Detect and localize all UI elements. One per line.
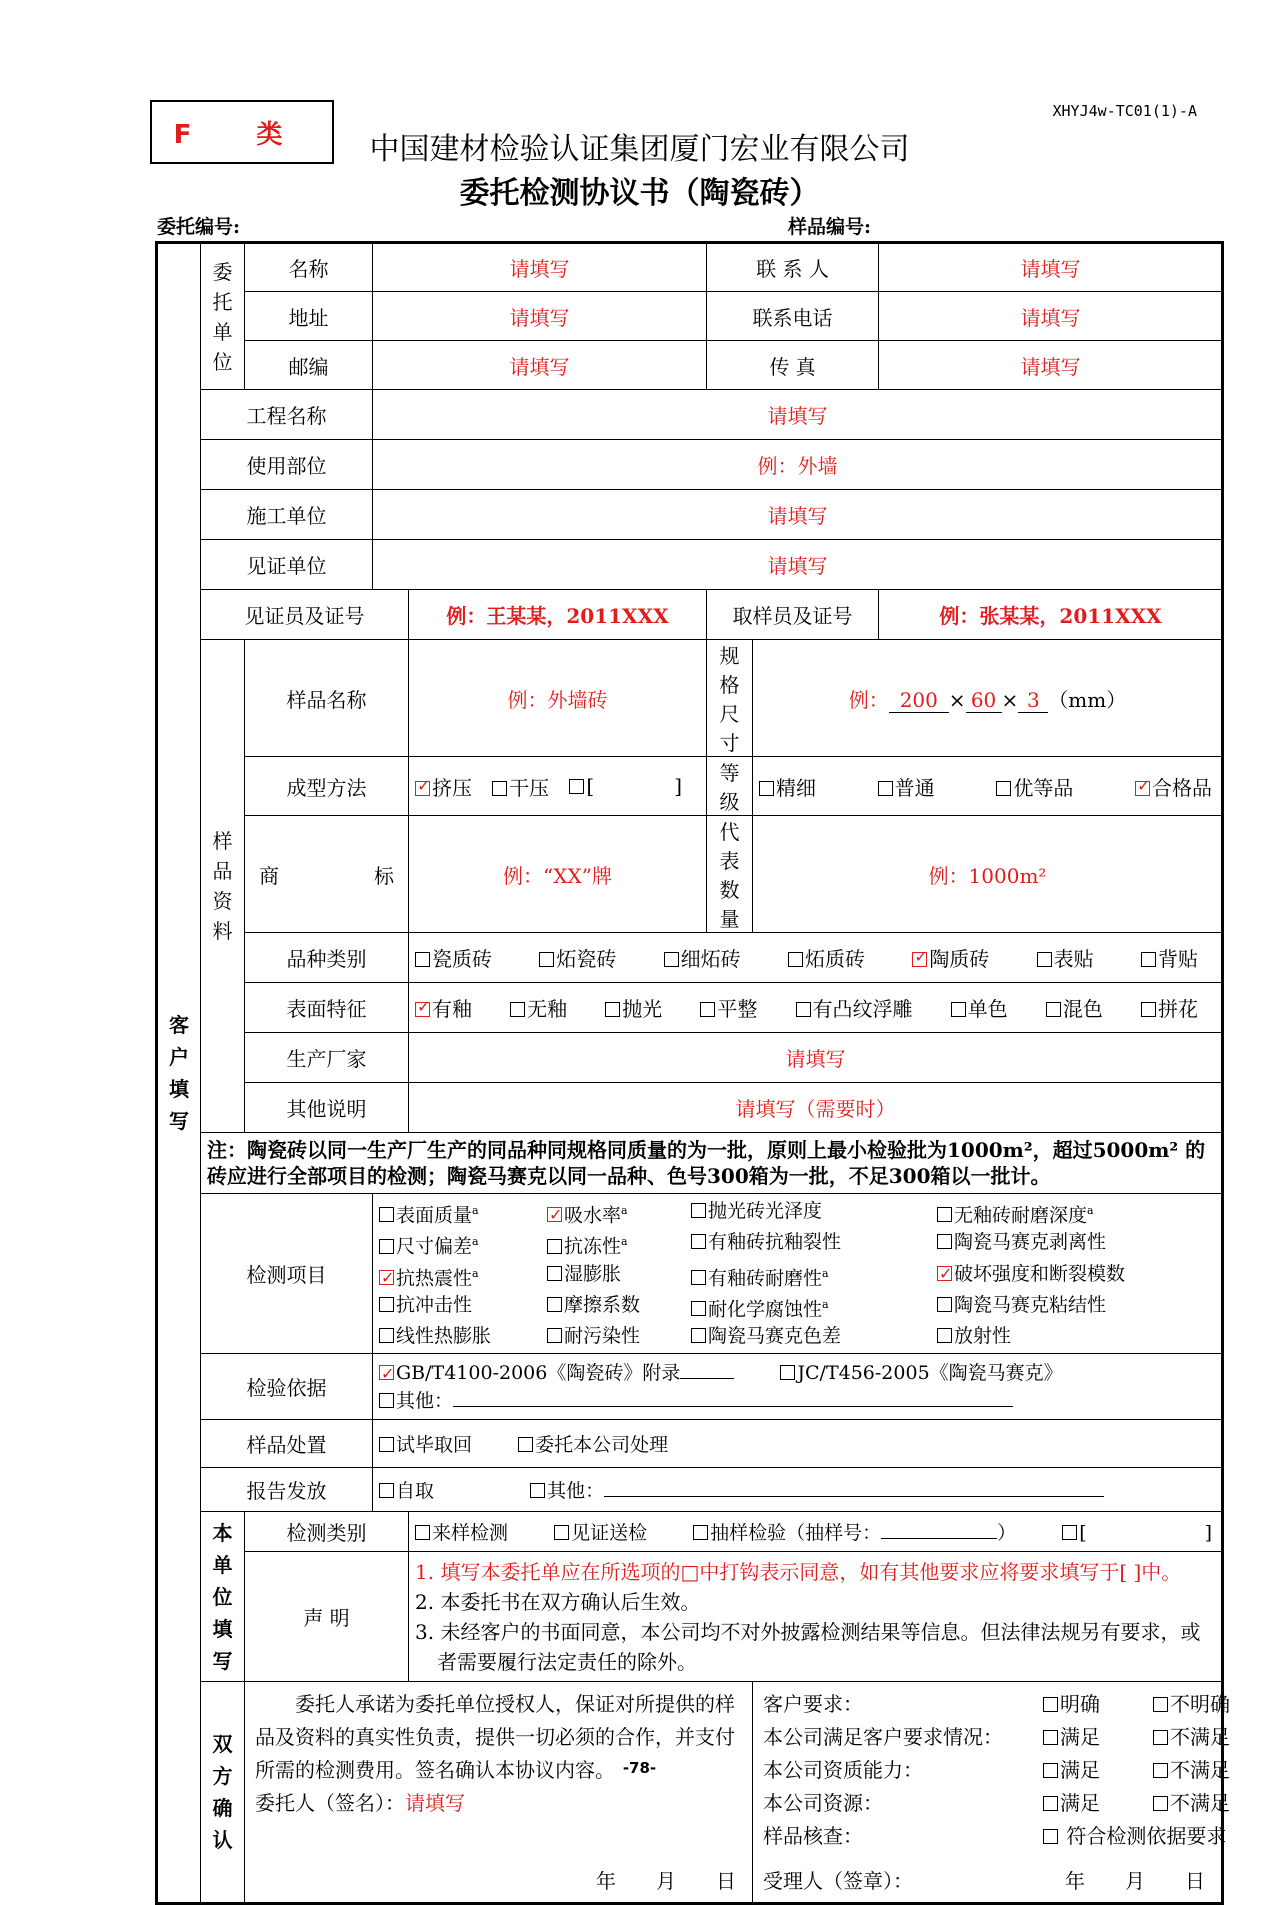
checkbox-icon[interactable] xyxy=(1153,1730,1168,1745)
checkbox-icon[interactable] xyxy=(1135,781,1150,796)
sample-check-row: 样品核查： 符合检测依据要求 xyxy=(763,1820,1211,1853)
surface-options xyxy=(409,983,1223,1033)
checkbox-icon[interactable] xyxy=(518,1437,533,1452)
section-sample-info: 样 品 资 料 xyxy=(201,640,245,1133)
checkbox-icon[interactable] xyxy=(379,1393,394,1408)
project-label: 工程名称 xyxy=(201,390,373,440)
checkbox-icon[interactable] xyxy=(379,1328,394,1343)
builder-label: 施工单位 xyxy=(201,490,373,540)
section-internal: 本 单 位 填 写 xyxy=(201,1512,245,1682)
project-field[interactable]: 请填写 xyxy=(373,390,1223,440)
test-item[interactable]: 陶瓷马赛克粘结性 xyxy=(937,1292,1216,1322)
test-item[interactable]: 湿膨胀 xyxy=(547,1261,691,1291)
variety-option[interactable]: 瓷质砖 xyxy=(415,943,492,972)
test-type-label: 检测类别 xyxy=(245,1512,409,1552)
checkbox-icon[interactable] xyxy=(693,1525,708,1540)
disposal-options xyxy=(373,1420,1223,1468)
zip-label: 邮编 xyxy=(245,341,373,390)
checkbox-icon[interactable] xyxy=(510,1002,525,1017)
size-field[interactable]: 例： 200 × 60 × 3 （mm） xyxy=(753,640,1223,757)
witness-label: 见证员及证号 xyxy=(201,590,409,640)
checkbox-icon[interactable] xyxy=(530,1483,545,1498)
document-code: XHYJ4w-TC01(1)-A xyxy=(1052,102,1197,120)
phone-label: 联系电话 xyxy=(707,292,879,341)
review-row: 本公司资质能力： 满足 不满足 xyxy=(763,1754,1211,1787)
basis-option-gb[interactable]: ✓GB/T4100-2006《陶瓷砖》附录 xyxy=(379,1362,734,1384)
client-name-field[interactable]: 请填写 xyxy=(373,243,707,292)
checkbox-icon[interactable] xyxy=(664,952,679,967)
usage-label: 使用部位 xyxy=(201,440,373,490)
grade-option-qualified[interactable]: ✓ 合格品 xyxy=(1135,772,1212,801)
checkbox-icon[interactable] xyxy=(379,1297,394,1312)
basis-option-jc[interactable]: JC/T456-2005《陶瓷马赛克》 xyxy=(780,1362,1062,1384)
checkbox-icon[interactable] xyxy=(937,1266,952,1281)
maker-label: 生产厂家 xyxy=(245,1033,409,1083)
receiver-label: 受理人（签章）： xyxy=(763,1869,914,1894)
variety-option[interactable]: 背贴 xyxy=(1141,943,1198,972)
surface-option[interactable]: 有凸纹浮雕 xyxy=(796,993,913,1022)
witness-field[interactable]: 例：王某某，2011XXX xyxy=(409,590,707,640)
checkbox-icon[interactable] xyxy=(1153,1697,1168,1712)
variety-option[interactable]: 炻瓷砖 xyxy=(539,943,616,972)
surface-option[interactable]: ✓ 有釉 xyxy=(415,993,472,1022)
test-type-option[interactable]: 见证送检 xyxy=(554,1522,647,1544)
grade-option-fine[interactable]: 精细 xyxy=(759,772,816,801)
checkbox-icon[interactable] xyxy=(547,1239,562,1254)
receiver-row xyxy=(763,1865,1205,1898)
surface-label: 表面特征 xyxy=(245,983,409,1033)
signer-row: 委托人（签名）：请填写 xyxy=(255,1791,465,1816)
forming-options xyxy=(409,757,707,816)
surface-option[interactable]: 无釉 xyxy=(510,993,567,1022)
builder-field[interactable]: 请填写 xyxy=(373,490,1223,540)
sample-no-label: 样品编号: xyxy=(788,216,872,238)
forming-option-other[interactable]: [ ] xyxy=(569,774,682,798)
checkbox-icon[interactable] xyxy=(1043,1829,1058,1844)
test-item[interactable]: ✓抗热震性$^a$ xyxy=(379,1261,547,1291)
disposal-option-company[interactable]: 委托本公司处理 xyxy=(518,1434,668,1456)
variety-option[interactable]: ✓ 陶质砖 xyxy=(912,943,989,972)
variety-option[interactable]: 表贴 xyxy=(1037,943,1094,972)
declaration-item: 1. 填写本委托单应在所选项的□中打钩表示同意，如有其他要求应将要求填写于[ ]中。 xyxy=(415,1559,1182,1584)
checkbox-icon[interactable] xyxy=(547,1328,562,1343)
declaration-item: 2. 本委托书在双方确认后生效。 xyxy=(415,1589,701,1614)
checkbox-icon[interactable] xyxy=(691,1301,706,1316)
review-option[interactable]: 满足 xyxy=(1043,1754,1153,1787)
variety-option[interactable]: 炻质砖 xyxy=(788,943,865,972)
checkbox-icon[interactable] xyxy=(1043,1730,1058,1745)
report-option-other[interactable]: 其他： xyxy=(530,1480,1104,1502)
signer-field[interactable]: 请填写 xyxy=(405,1791,465,1816)
checkbox-icon[interactable] xyxy=(547,1266,562,1281)
checkbox-icon[interactable] xyxy=(937,1297,952,1312)
checkbox-icon[interactable] xyxy=(780,1365,795,1380)
contact-field[interactable]: 请填写 xyxy=(879,243,1223,292)
review-option[interactable]: 不满足 xyxy=(1153,1787,1230,1820)
other-label: 其他说明 xyxy=(245,1083,409,1133)
test-item[interactable]: 抛光砖光泽度 xyxy=(691,1198,937,1228)
checkbox-icon[interactable] xyxy=(415,1525,430,1540)
review-row: 本公司满足客户要求情况： 满足 不满足 xyxy=(763,1721,1211,1754)
agreement-table xyxy=(155,241,1231,1905)
test-item[interactable]: 放射性 xyxy=(937,1323,1216,1349)
test-item[interactable]: 抗冲击性 xyxy=(379,1292,547,1322)
grade-option-normal[interactable]: 普通 xyxy=(878,772,935,801)
surface-option[interactable]: 抛光 xyxy=(605,993,662,1022)
test-item[interactable]: 尺寸偏差$^a$ xyxy=(379,1229,547,1259)
disposal-option-return[interactable]: 试毕取回 xyxy=(379,1434,472,1456)
review-option[interactable]: 不满足 xyxy=(1153,1721,1230,1754)
sample-name-field[interactable]: 例：外墙砖 xyxy=(409,640,707,757)
test-item[interactable]: 陶瓷马赛克色差 xyxy=(691,1323,937,1349)
section-confirm: 双 方 确 认 xyxy=(201,1682,245,1904)
address-label: 地址 xyxy=(245,292,373,341)
fax-field[interactable]: 请填写 xyxy=(879,341,1223,390)
sample-name-label: 样品名称 xyxy=(245,640,409,757)
test-item[interactable]: 摩擦系数 xyxy=(547,1292,691,1322)
test-item[interactable]: 表面质量$^a$ xyxy=(379,1198,547,1228)
client-date[interactable]: 年 月 日 xyxy=(596,1869,737,1894)
section-customer: 客 户 填 写 xyxy=(157,243,201,1904)
variety-options xyxy=(409,933,1223,983)
review-row: 本公司资源： 满足 不满足 xyxy=(763,1787,1211,1820)
category-box: F 类 xyxy=(150,100,334,164)
section-client-unit: 委 托 单 位 xyxy=(201,243,245,390)
tests-options xyxy=(373,1194,1223,1354)
brand-field[interactable]: 例：“XX”牌 xyxy=(409,816,707,933)
contact-label: 联 系 人 xyxy=(707,243,879,292)
declaration-item: 3. 未经客户的书面同意，本公司均不对外披露检测结果等信息。但法律法规另有要求，或者需要履行法定责任的除外。 xyxy=(415,1619,1201,1674)
grade-label: 等 级 xyxy=(707,757,753,816)
test-type-option[interactable]: 抽样检验（抽样号： ） xyxy=(693,1522,1016,1544)
checkbox-icon[interactable] xyxy=(539,952,554,967)
review-row: 客户要求： 明确 不明确 xyxy=(763,1688,1211,1721)
zip-field[interactable]: 请填写 xyxy=(373,341,707,390)
checkbox-icon[interactable] xyxy=(700,1002,715,1017)
review-option[interactable]: 明确 xyxy=(1043,1688,1153,1721)
grade-option-premium[interactable]: 优等品 xyxy=(996,772,1073,801)
disposal-label: 样品处置 xyxy=(201,1420,373,1468)
quantity-label: 代表数量 xyxy=(707,816,753,933)
report-options xyxy=(373,1468,1223,1512)
checkbox-icon[interactable] xyxy=(605,1002,620,1017)
checkbox-icon[interactable] xyxy=(547,1207,562,1222)
forming-option-extrude[interactable]: ✓ 挤压 xyxy=(415,772,472,801)
checkbox-icon[interactable] xyxy=(1062,1525,1077,1540)
client-commitment xyxy=(245,1682,753,1904)
test-type-options xyxy=(409,1512,1223,1552)
checkbox-icon[interactable] xyxy=(937,1207,952,1222)
sampler-field[interactable]: 例：张某某，2011XXX xyxy=(879,590,1223,640)
tests-label: 检测项目 xyxy=(201,1194,373,1354)
checkbox-icon[interactable] xyxy=(379,1270,394,1285)
review-section xyxy=(753,1682,1231,1904)
basis-options xyxy=(373,1354,1223,1420)
checkbox-icon[interactable] xyxy=(691,1203,706,1218)
test-item[interactable]: 有釉砖抗釉裂性 xyxy=(691,1229,937,1259)
review-option[interactable]: 不满足 xyxy=(1153,1754,1230,1787)
checkbox-icon[interactable] xyxy=(878,781,893,796)
review-option[interactable]: 不明确 xyxy=(1153,1688,1230,1721)
review-option[interactable]: 满足 xyxy=(1043,1787,1153,1820)
checkbox-icon[interactable] xyxy=(415,781,430,796)
test-item[interactable]: 无釉砖耐磨深度$^a$ xyxy=(937,1198,1216,1228)
checkbox-icon[interactable] xyxy=(996,781,1011,796)
checkbox-icon[interactable] xyxy=(379,1483,394,1498)
test-item[interactable]: 陶瓷马赛克剥离性 xyxy=(937,1229,1216,1259)
surface-option[interactable]: 混色 xyxy=(1046,993,1103,1022)
phone-field[interactable]: 请填写 xyxy=(879,292,1223,341)
witness-unit-field[interactable]: 请填写 xyxy=(373,540,1223,590)
checkbox-icon[interactable] xyxy=(1037,952,1052,967)
checkbox-icon[interactable] xyxy=(937,1234,952,1249)
commission-no-label: 委托编号: xyxy=(157,216,241,238)
surface-option[interactable]: 平整 xyxy=(700,993,757,1022)
checkbox-icon[interactable] xyxy=(691,1234,706,1249)
variety-label: 品种类别 xyxy=(245,933,409,983)
other-field[interactable]: 请填写（需要时） xyxy=(409,1083,1223,1133)
forming-option-press[interactable]: 干压 xyxy=(492,772,549,801)
report-label: 报告发放 xyxy=(201,1468,373,1512)
fax-label: 传 真 xyxy=(707,341,879,390)
checkbox-icon[interactable] xyxy=(379,1207,394,1222)
checkbox-icon[interactable] xyxy=(1043,1697,1058,1712)
checkbox-icon[interactable] xyxy=(492,781,507,796)
maker-field[interactable]: 请填写 xyxy=(409,1033,1223,1083)
checkbox-icon[interactable] xyxy=(379,1437,394,1452)
test-item[interactable]: 耐化学腐蚀性$^a$ xyxy=(691,1292,937,1322)
basis-option-other[interactable]: 其他： xyxy=(379,1390,1013,1412)
test-type-option-other[interactable]: [ ] xyxy=(1062,1522,1212,1544)
test-item[interactable]: 线性热膨胀 xyxy=(379,1323,547,1349)
checkbox-icon[interactable] xyxy=(547,1297,562,1312)
size-label: 规格尺寸 xyxy=(707,640,753,757)
checkbox-icon[interactable] xyxy=(912,952,927,967)
checkbox-icon[interactable] xyxy=(788,952,803,967)
checkbox-icon[interactable] xyxy=(1141,1002,1156,1017)
test-item[interactable]: 有釉砖耐磨性$^a$ xyxy=(691,1261,937,1291)
usage-field[interactable]: 例：外墙 xyxy=(373,440,1223,490)
address-field[interactable]: 请填写 xyxy=(373,292,707,341)
client-name-label: 名称 xyxy=(245,243,373,292)
checkbox-icon[interactable] xyxy=(569,779,584,794)
test-item[interactable]: ✓ 吸水率$^a$ xyxy=(547,1198,691,1228)
report-option-self[interactable]: 自取 xyxy=(379,1480,434,1502)
checkbox-icon[interactable] xyxy=(691,1270,706,1285)
brand-label: 商 标 xyxy=(245,816,409,933)
company-name: 中国建材检验认证集团厦门宏业有限公司 xyxy=(369,132,910,167)
checkbox-icon[interactable] xyxy=(415,952,430,967)
page-title: 委托检测协议书（陶瓷砖） xyxy=(459,176,820,211)
commitment-text: 委托人承诺为委托单位授权人，保证对所提供的样品及资料的真实性负责，提供一切必须的合作，并支付所需的检测费用。签名确认本协议内容。 xyxy=(255,1692,735,1783)
surface-option[interactable]: 拼花 xyxy=(1141,993,1198,1022)
witness-unit-label: 见证单位 xyxy=(201,540,373,590)
checkbox-icon[interactable] xyxy=(1046,1002,1061,1017)
sampler-label: 取样员及证号 xyxy=(707,590,879,640)
checkbox-icon[interactable] xyxy=(1153,1796,1168,1811)
surface-option[interactable]: 单色 xyxy=(951,993,1008,1022)
test-item[interactable]: 耐污染性 xyxy=(547,1323,691,1349)
forming-label: 成型方法 xyxy=(245,757,409,816)
checkbox-icon[interactable] xyxy=(379,1365,394,1380)
test-item[interactable]: ✓ 破坏强度和断裂模数 xyxy=(937,1261,1216,1291)
sample-check-option[interactable]: 符合检测依据要求 xyxy=(1043,1820,1226,1853)
test-item[interactable]: 抗冻性$^a$ xyxy=(547,1229,691,1259)
checkbox-icon[interactable] xyxy=(691,1328,706,1343)
checkbox-icon[interactable] xyxy=(796,1002,811,1017)
test-type-option[interactable]: 来样检测 xyxy=(415,1522,508,1544)
grade-options xyxy=(753,757,1223,816)
declaration-content xyxy=(409,1552,1223,1682)
variety-option[interactable]: 细炻砖 xyxy=(664,943,741,972)
batch-note: 注：陶瓷砖以同一生产厂生产的同品种同规格同质量的为一批，原则上最小检验批为1000m²，超过5000m² 的砖应进行全部项目的检测；陶瓷马赛克以同一品种、色号300箱为一批，不足300箱以一批计。 xyxy=(201,1133,1223,1194)
checkbox-icon[interactable] xyxy=(937,1328,952,1343)
checkbox-icon[interactable] xyxy=(415,1002,430,1017)
basis-label: 检验依据 xyxy=(201,1354,373,1420)
page-number: -78- xyxy=(622,1759,657,1777)
checkbox-icon[interactable] xyxy=(379,1239,394,1254)
checkbox-icon[interactable] xyxy=(1141,952,1156,967)
review-option[interactable]: 满足 xyxy=(1043,1721,1153,1754)
quantity-field[interactable]: 例：1000m² xyxy=(753,816,1223,933)
declaration-label: 声 明 xyxy=(245,1552,409,1682)
checkbox-icon[interactable] xyxy=(554,1525,569,1540)
checkbox-icon[interactable] xyxy=(1043,1796,1058,1811)
receiver-date[interactable]: 年 月 日 xyxy=(1065,1869,1206,1894)
checkbox-icon[interactable] xyxy=(951,1002,966,1017)
checkbox-icon[interactable] xyxy=(759,781,774,796)
